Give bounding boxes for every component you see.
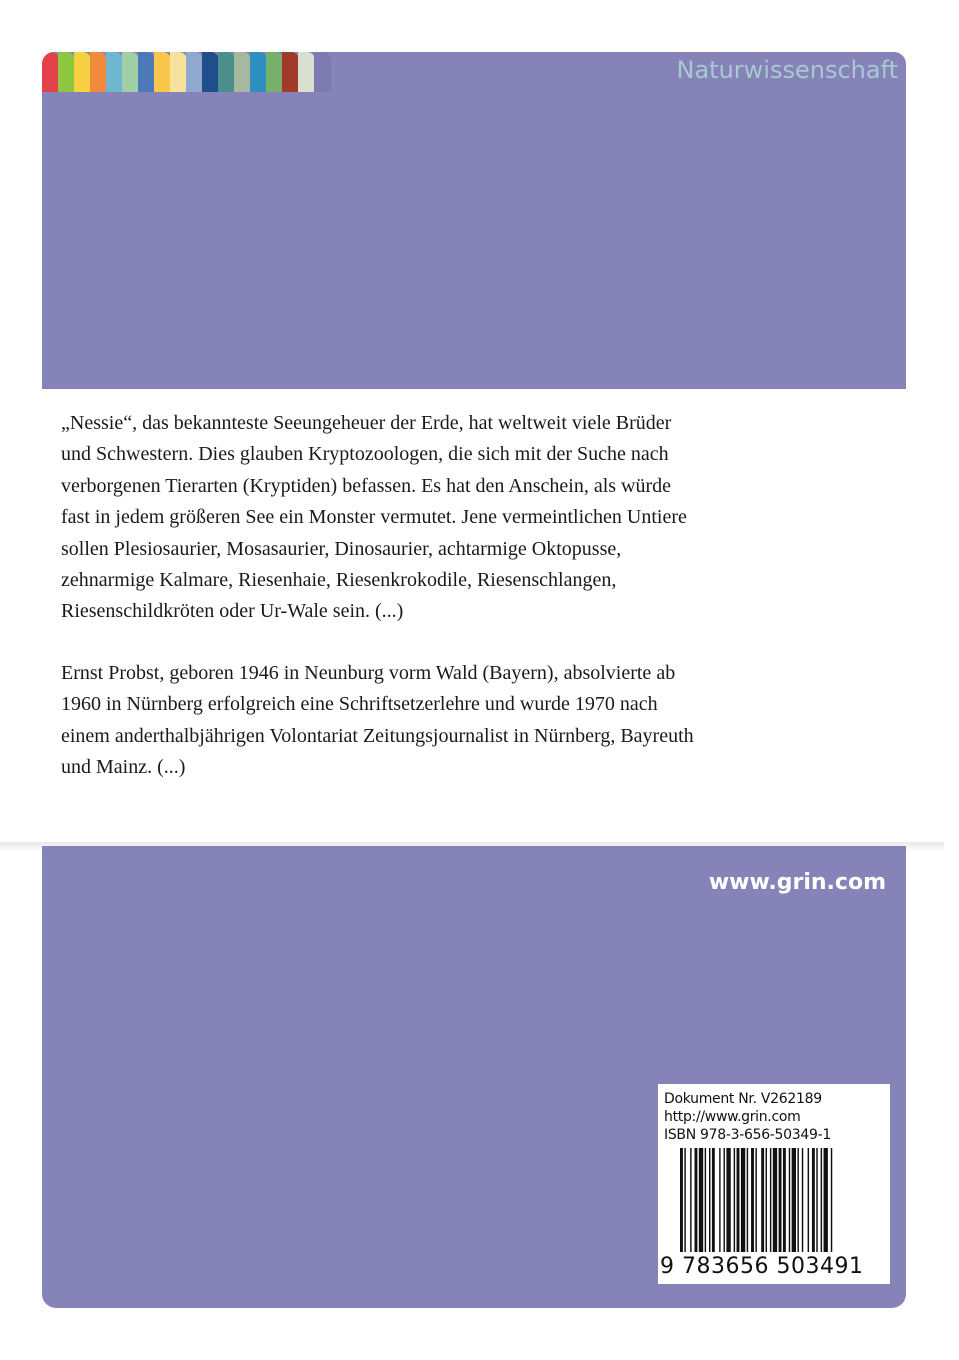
barcode-bar [812, 1148, 815, 1252]
barcode-bar [741, 1148, 745, 1252]
isbn: ISBN 978-3-656-50349-1 [664, 1127, 831, 1143]
barcode-bar [726, 1148, 730, 1252]
color-stripe [282, 52, 299, 92]
barcode-bar [719, 1148, 720, 1252]
description-paragraph: „Nessie“, das bekannteste Seeungeheuer der Erde, hat weltweit viele Brüder und Schwestern. Dies glauben Kryptozoologen, die sich mit der Suche nach verborgenen Tierarten (Kryptiden) befassen. Es hat den Anschein, als würde fast in jedem größeren See ein Monster vermutet. Jene vermeintlichen Untiere sollen Plesiosaurier, Mosasaurier, Dinosaurier, achtarmige Oktopusse, zehnarmige Kalmare, Riesenhaie, Riesenkrokodile, Riesenschlangen, Riesenschildkröten oder Ur-Wale sein. (...) [61, 412, 687, 623]
barcode-bar [709, 1148, 710, 1252]
barcode-bar [824, 1148, 828, 1252]
publisher-url: www.grin.com [708, 870, 886, 895]
barcode-bar [792, 1148, 796, 1252]
website: http://www.grin.com [664, 1109, 801, 1125]
document-number: Dokument Nr. V262189 [664, 1091, 822, 1107]
barcode-bar [751, 1148, 754, 1252]
barcode-bar [747, 1148, 748, 1252]
barcode-bar [684, 1148, 685, 1252]
barcode-bar [737, 1148, 740, 1252]
description-text [61, 408, 781, 783]
color-stripe [154, 52, 171, 92]
color-stripe [106, 52, 123, 92]
barcode-bar [755, 1148, 756, 1252]
barcode-bar [761, 1148, 764, 1252]
color-stripe [90, 52, 107, 92]
color-stripe [138, 52, 155, 92]
barcode-bar [773, 1148, 777, 1252]
color-stripe [58, 52, 75, 92]
barcode-bar [797, 1148, 798, 1252]
barcode-bar [680, 1148, 683, 1252]
barcode-bar [831, 1148, 832, 1252]
color-stripe [202, 52, 219, 92]
color-stripe [74, 52, 91, 92]
barcode-bar [712, 1148, 715, 1252]
color-stripe [186, 52, 203, 92]
cover-top-panel [42, 52, 906, 389]
barcode-bar [690, 1148, 691, 1252]
barcode-bar [808, 1148, 809, 1252]
barcode-bar [724, 1148, 725, 1252]
barcode-bar [705, 1148, 706, 1252]
author-paragraph: Ernst Probst, geboren 1946 in Neunburg vorm Wald (Bayern), absolvierte ab 1960 in Nürnberg erfolgreich eine Schriftsetzerlehre und wurde 1970 nach einem anderthalbjährigen Volontariat Zeitungsjournalist in Nürnberg, Bayreuth und Mainz. (...) [61, 661, 694, 779]
color-stripe [298, 52, 315, 92]
barcode-bar [695, 1148, 698, 1252]
color-stripe [234, 52, 251, 92]
barcode-digits: 9 783656 503491 [660, 1254, 864, 1279]
color-stripe [250, 52, 267, 92]
barcode-bar [783, 1148, 786, 1252]
color-stripe [266, 52, 283, 92]
barcode-bar [789, 1148, 790, 1252]
color-stripe [314, 52, 331, 92]
barcode-bar [816, 1148, 817, 1252]
barcode-bar [734, 1148, 735, 1252]
document-info [664, 1090, 831, 1144]
color-stripe [42, 52, 59, 92]
barcode-bar [766, 1148, 767, 1252]
barcode-box [658, 1084, 890, 1284]
color-stripe [122, 52, 139, 92]
category-label: Naturwissenschaft [676, 56, 898, 84]
barcode-bar [770, 1148, 771, 1252]
color-stripes [42, 52, 330, 92]
color-stripe [218, 52, 235, 92]
barcode [660, 1148, 886, 1252]
barcode-bar [699, 1148, 703, 1252]
barcode-bar [802, 1148, 803, 1252]
cover-bottom-panel [42, 846, 906, 1308]
barcode-bar [821, 1148, 822, 1252]
barcode-bar [779, 1148, 782, 1252]
color-stripe [170, 52, 187, 92]
